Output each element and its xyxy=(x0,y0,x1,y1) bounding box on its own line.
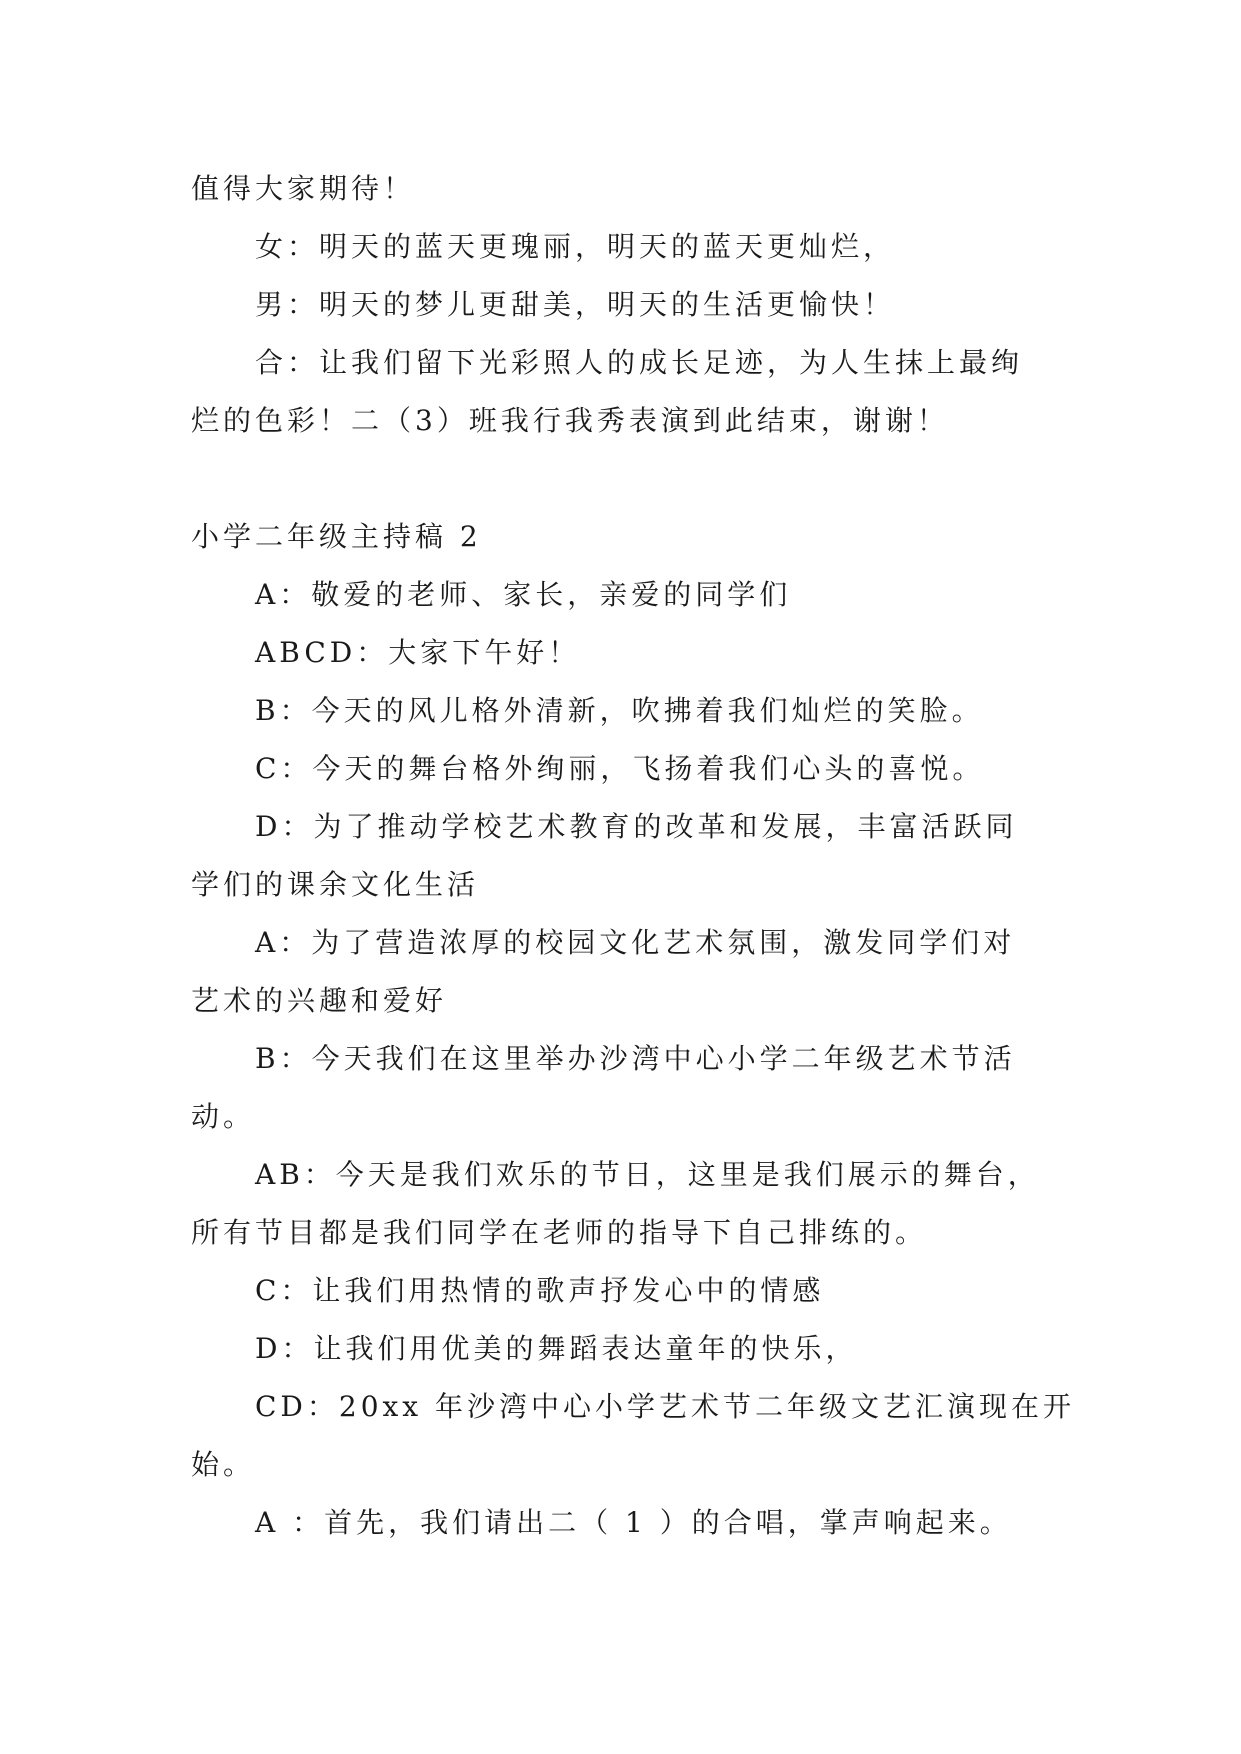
text-line: A：敬爱的老师、家长，亲爱的同学们 xyxy=(255,578,792,611)
text-line: A ：首先，我们请出二（ 1 ）的合唱，掌声响起来。 xyxy=(255,1506,1012,1539)
text-line: 值得大家期待！ xyxy=(191,172,416,205)
text-line: D：为了推动学校艺术教育的改革和发展，丰富活跃同 xyxy=(255,810,1018,843)
text-line: CD：20xx 年沙湾中心小学艺术节二年级文艺汇演现在开 xyxy=(255,1390,1075,1423)
text-line: 女：明天的蓝天更瑰丽，明天的蓝天更灿烂， xyxy=(255,230,896,263)
text-line: 始。 xyxy=(191,1448,256,1481)
text-line: ABCD：大家下午好！ xyxy=(255,636,581,669)
text-line: B：今天的风儿格外清新，吹拂着我们灿烂的笑脸。 xyxy=(255,694,984,727)
document-body xyxy=(191,160,1075,1552)
text-line: B：今天我们在这里举办沙湾中心小学二年级艺术节活 xyxy=(255,1042,1016,1075)
text-line: 艺术的兴趣和爱好 xyxy=(191,984,448,1017)
text-line: 学们的课余文化生活 xyxy=(191,868,480,901)
text-line: A：为了营造浓厚的校园文化艺术氛围，激发同学们对 xyxy=(255,926,1016,959)
text-line: C：让我们用热情的歌声抒发心中的情感 xyxy=(255,1274,825,1307)
section-title: 小学二年级主持稿 2 xyxy=(191,520,482,553)
text-line: 动。 xyxy=(191,1100,256,1133)
text-line: C：今天的舞台格外绚丽，飞扬着我们心头的喜悦。 xyxy=(255,752,985,785)
text-line: D：让我们用优美的舞蹈表达童年的快乐， xyxy=(255,1332,858,1365)
text-line: 所有节目都是我们同学在老师的指导下自己排练的。 xyxy=(191,1216,928,1249)
text-line: AB：今天是我们欢乐的节日，这里是我们展示的舞台， xyxy=(255,1158,1040,1191)
text-line: 男：明天的梦儿更甜美，明天的生活更愉快！ xyxy=(255,288,896,321)
text-line: 烂的色彩！二（3）班我行我秀表演到此结束，谢谢！ xyxy=(191,404,949,437)
text-line: 合：让我们留下光彩照人的成长足迹，为人生抹上最绚 xyxy=(255,346,1024,379)
